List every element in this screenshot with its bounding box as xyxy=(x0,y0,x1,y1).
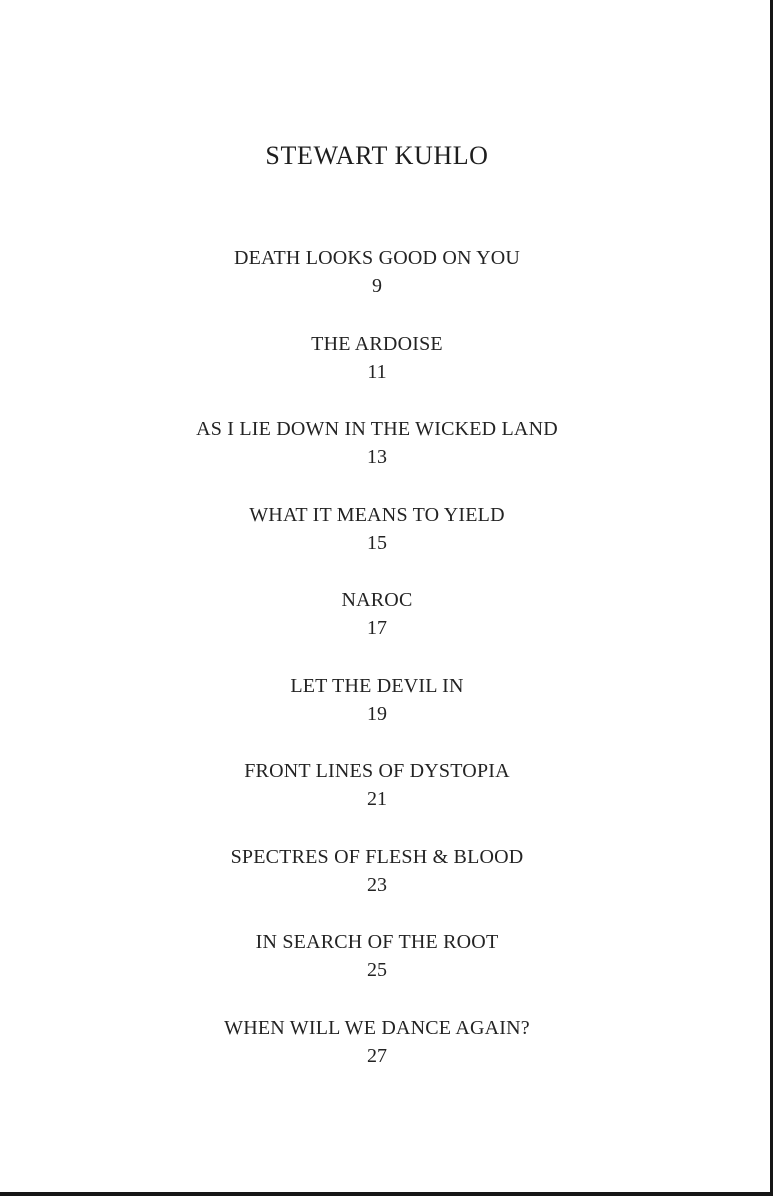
toc-entry-page: 17 xyxy=(367,617,387,639)
toc-entry-title: WHAT IT MEANS TO YIELD xyxy=(249,503,505,526)
toc-entry-page: 15 xyxy=(367,531,387,554)
toc-entry-page: 21 xyxy=(367,788,387,810)
toc-entry xyxy=(0,928,754,984)
toc-list xyxy=(0,244,754,1070)
scan-page-edge-right xyxy=(770,0,773,1196)
toc-entry xyxy=(0,672,754,728)
toc-entry-title: THE ARDOISE xyxy=(311,332,443,355)
toc-entry xyxy=(0,501,754,557)
toc-entry xyxy=(0,415,754,471)
toc-entry-title: AS I LIE DOWN IN THE WICKED LAND xyxy=(196,418,558,440)
toc-entry xyxy=(0,757,754,813)
toc-entry xyxy=(0,244,754,300)
toc-entry xyxy=(0,586,754,642)
toc-entry-page: 23 xyxy=(367,873,387,896)
page-title: STEWART KUHLO xyxy=(265,141,489,170)
toc-entry-title: IN SEARCH OF THE ROOT xyxy=(255,931,499,953)
toc-entry-page: 9 xyxy=(372,275,382,297)
toc-entry xyxy=(0,843,754,899)
toc-entry xyxy=(0,1014,754,1070)
toc-entry-page: 13 xyxy=(367,446,387,468)
toc-entry-title: WHEN WILL WE DANCE AGAIN? xyxy=(224,1016,530,1039)
scan-page-edge-bottom xyxy=(0,1192,773,1196)
toc-entry-page: 25 xyxy=(367,959,387,981)
toc-entry-page: 11 xyxy=(367,360,387,383)
toc-entry-page: 27 xyxy=(367,1044,387,1067)
toc-entry xyxy=(0,330,754,386)
toc-entry-title: NAROC xyxy=(341,589,413,611)
toc-entry-page: 19 xyxy=(367,702,387,725)
toc-entry-title: LET THE DEVIL IN xyxy=(290,674,464,697)
toc-entry-title: FRONT LINES OF DYSTOPIA xyxy=(244,760,510,782)
toc-entry-title: DEATH LOOKS GOOD ON YOU xyxy=(233,247,521,269)
toc-entry-title: SPECTRES OF FLESH & BLOOD xyxy=(230,845,524,868)
